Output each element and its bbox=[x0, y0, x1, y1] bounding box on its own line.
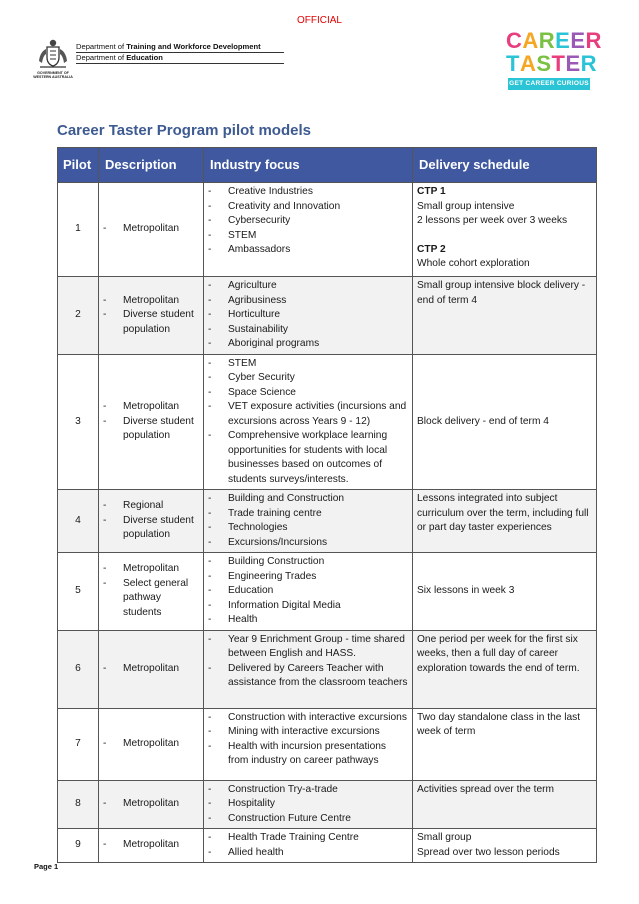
industry-focus-list bbox=[208, 633, 408, 691]
schedule-line: Six lessons in week 3 bbox=[417, 585, 515, 596]
industry-focus-list bbox=[208, 831, 408, 860]
delivery-schedule-cell bbox=[413, 354, 597, 490]
industry-focus-item: - Excursions/Incursions bbox=[208, 536, 408, 551]
industry-focus-cell bbox=[204, 829, 413, 863]
delivery-schedule-cell bbox=[413, 630, 597, 708]
description-cell bbox=[99, 354, 204, 490]
pilot-number: 2 bbox=[58, 277, 99, 355]
industry-focus-item: - Education bbox=[208, 584, 408, 599]
description-item: - Metropolitan bbox=[103, 662, 199, 677]
industry-focus-item: - Space Science bbox=[208, 386, 408, 401]
industry-focus-item: - Agribusiness bbox=[208, 294, 408, 309]
delivery-schedule-cell bbox=[413, 277, 597, 355]
schedule-line: Small group intensive bbox=[417, 200, 515, 212]
industry-focus-item: - Year 9 Enrichment Group - time shared between English and HASS. bbox=[208, 633, 408, 662]
description-item: - Metropolitan bbox=[103, 222, 199, 237]
classification-label: OFFICIAL bbox=[296, 15, 342, 26]
industry-focus-cell bbox=[204, 630, 413, 708]
industry-focus-item: - Agriculture bbox=[208, 279, 408, 294]
table-row bbox=[58, 490, 597, 553]
industry-focus-item: - Health with incursion presentations from industry on career pathways bbox=[208, 740, 408, 769]
schedule-line: One period per week for the first six weeks, then a full day of career exploration towards the end of term. bbox=[417, 633, 580, 674]
industry-focus-item: - Sustainability bbox=[208, 323, 408, 338]
industry-focus-item: - VET exposure activities (incursions and excursions across Years 9 - 12) bbox=[208, 400, 408, 429]
logo-letter: R bbox=[538, 28, 556, 53]
description-item: - Diverse student population bbox=[103, 514, 199, 543]
delivery-schedule-cell bbox=[413, 829, 597, 863]
department-header bbox=[30, 38, 270, 88]
delivery-schedule-cell bbox=[413, 780, 597, 829]
description-item: - Metropolitan bbox=[103, 838, 199, 853]
description-list bbox=[103, 737, 199, 752]
description-cell bbox=[99, 277, 204, 355]
dept-education-line: Department of Education bbox=[76, 53, 163, 62]
table-row bbox=[58, 630, 597, 708]
pilot-number: 4 bbox=[58, 490, 99, 553]
industry-focus-item: - Health bbox=[208, 613, 408, 628]
logo-letter: T bbox=[506, 51, 520, 76]
pilot-models-table bbox=[57, 147, 597, 863]
description-item: - Metropolitan bbox=[103, 737, 199, 752]
industry-focus-cell bbox=[204, 354, 413, 490]
industry-focus-item: - Engineering Trades bbox=[208, 570, 408, 585]
delivery-schedule-cell bbox=[413, 708, 597, 780]
header-pilot: Pilot bbox=[58, 148, 99, 183]
description-cell bbox=[99, 780, 204, 829]
industry-focus-list bbox=[208, 711, 408, 769]
page-title: Career Taster Program pilot models bbox=[57, 122, 311, 139]
logo-letter: T bbox=[551, 51, 566, 76]
schedule-heading: CTP 2 bbox=[417, 243, 446, 255]
schedule-line: Two day standalone class in the last week of term bbox=[417, 711, 581, 737]
dept-divider-bottom bbox=[76, 63, 284, 64]
industry-focus-item: - Aboriginal programs bbox=[208, 337, 408, 352]
industry-focus-cell bbox=[204, 277, 413, 355]
schedule-line: Small group bbox=[417, 832, 472, 843]
industry-focus-list bbox=[208, 357, 408, 488]
table-header-row bbox=[58, 148, 597, 183]
industry-focus-item: - Building Construction bbox=[208, 555, 408, 570]
delivery-schedule-cell bbox=[413, 183, 597, 277]
schedule-heading: CTP 1 bbox=[417, 186, 446, 197]
description-cell bbox=[99, 829, 204, 863]
logo-line-1 bbox=[506, 30, 602, 52]
industry-focus-item: - Creative Industries bbox=[208, 185, 408, 200]
description-list bbox=[103, 562, 199, 620]
logo-letter: R bbox=[585, 28, 602, 53]
description-item: - Metropolitan bbox=[103, 562, 199, 577]
schedule-line: Block delivery - end of term 4 bbox=[417, 415, 549, 427]
logo-letter: R bbox=[580, 51, 598, 76]
pilot-number: 1 bbox=[58, 183, 99, 277]
header-description: Description bbox=[99, 148, 204, 183]
table-row bbox=[58, 277, 597, 355]
description-item: - Regional bbox=[103, 499, 199, 514]
description-list bbox=[103, 400, 199, 444]
industry-focus-item: - Building and Construction bbox=[208, 492, 408, 507]
industry-focus-item: - Technologies bbox=[208, 521, 408, 536]
schedule-line: Activities spread over the term bbox=[417, 783, 555, 795]
schedule-line: Small group intensive block delivery - end of term 4 bbox=[417, 280, 586, 306]
industry-focus-item: - Delivered by Careers Teacher with assistance from the classroom teachers bbox=[208, 662, 408, 691]
career-taster-logo bbox=[506, 28, 602, 92]
industry-focus-cell bbox=[204, 490, 413, 553]
logo-letter: S bbox=[536, 51, 552, 76]
delivery-schedule-cell bbox=[413, 490, 597, 553]
industry-focus-item: - Horticulture bbox=[208, 308, 408, 323]
schedule-line: 2 lessons per week over 3 weeks bbox=[417, 215, 568, 226]
description-item: - Select general pathway students bbox=[103, 577, 199, 621]
description-item: - Metropolitan bbox=[103, 797, 199, 812]
description-list bbox=[103, 838, 199, 853]
industry-focus-item: - Comprehensive workplace learning opportunities for students with local businesses based on outcomes of students surveys/interests. bbox=[208, 429, 408, 487]
coat-of-arms-icon bbox=[34, 38, 72, 72]
description-item: - Diverse student population bbox=[103, 415, 199, 444]
table-row bbox=[58, 354, 597, 490]
delivery-schedule-cell bbox=[413, 553, 597, 631]
industry-focus-list bbox=[208, 279, 408, 352]
description-item: - Diverse student population bbox=[103, 308, 199, 337]
description-list bbox=[103, 662, 199, 677]
industry-focus-cell bbox=[204, 708, 413, 780]
industry-focus-item: - Construction Try-a-trade bbox=[208, 783, 408, 798]
schedule-spacer bbox=[417, 229, 592, 243]
industry-focus-item: - Ambassadors bbox=[208, 243, 408, 258]
industry-focus-item: - STEM bbox=[208, 357, 408, 372]
description-item: - Metropolitan bbox=[103, 294, 199, 309]
description-list bbox=[103, 294, 199, 338]
industry-focus-item: - Information Digital Media bbox=[208, 599, 408, 614]
dept-training-line: Department of Training and Workforce Development bbox=[76, 42, 261, 51]
industry-focus-list bbox=[208, 783, 408, 827]
industry-focus-cell bbox=[204, 780, 413, 829]
industry-focus-item: - Creativity and Innovation bbox=[208, 200, 408, 215]
description-cell bbox=[99, 630, 204, 708]
industry-focus-item: - Cybersecurity bbox=[208, 214, 408, 229]
industry-focus-list bbox=[208, 555, 408, 628]
description-item: - Metropolitan bbox=[103, 400, 199, 415]
table-row bbox=[58, 553, 597, 631]
pilot-number: 7 bbox=[58, 708, 99, 780]
schedule-line: Whole cohort exploration bbox=[417, 258, 530, 269]
description-cell bbox=[99, 553, 204, 631]
logo-letter: C bbox=[506, 28, 523, 53]
industry-focus-item: - Allied health bbox=[208, 846, 408, 861]
pilot-number: 5 bbox=[58, 553, 99, 631]
table-row bbox=[58, 829, 597, 863]
industry-focus-item: - STEM bbox=[208, 229, 408, 244]
table-row bbox=[58, 183, 597, 277]
schedule-line: Spread over two lesson periods bbox=[417, 846, 560, 858]
logo-letter: A bbox=[519, 51, 537, 76]
pilot-number: 6 bbox=[58, 630, 99, 708]
industry-focus-item: - Construction Future Centre bbox=[208, 812, 408, 827]
industry-focus-item: - Hospitality bbox=[208, 797, 408, 812]
description-list bbox=[103, 797, 199, 812]
description-cell bbox=[99, 708, 204, 780]
logo-letter: E bbox=[570, 28, 586, 53]
logo-letter: E bbox=[565, 51, 581, 76]
pilot-number: 9 bbox=[58, 829, 99, 863]
logo-tagline: GET CAREER CURIOUS bbox=[508, 78, 590, 90]
industry-focus-list bbox=[208, 492, 408, 550]
header-delivery-schedule: Delivery schedule bbox=[413, 148, 597, 183]
description-list bbox=[103, 222, 199, 237]
pilot-number: 3 bbox=[58, 354, 99, 490]
industry-focus-item: - Cyber Security bbox=[208, 371, 408, 386]
header-industry-focus: Industry focus bbox=[204, 148, 413, 183]
description-cell bbox=[99, 183, 204, 277]
logo-line-2 bbox=[506, 53, 597, 75]
logo-letter: E bbox=[555, 28, 571, 53]
description-cell bbox=[99, 490, 204, 553]
page-number: Page 1 bbox=[34, 862, 59, 871]
table-row bbox=[58, 708, 597, 780]
industry-focus-cell bbox=[204, 553, 413, 631]
industry-focus-cell bbox=[204, 183, 413, 277]
description-list bbox=[103, 499, 199, 543]
pilot-number: 8 bbox=[58, 780, 99, 829]
schedule-line: Lessons integrated into subject curriculum over the term, including full or part day taster experiences bbox=[417, 493, 589, 533]
industry-focus-item: - Health Trade Training Centre bbox=[208, 831, 408, 846]
government-caption: GOVERNMENT OF WESTERN AUSTRALIA bbox=[33, 71, 73, 80]
industry-focus-item: - Mining with interactive excursions bbox=[208, 725, 408, 740]
table-row bbox=[58, 780, 597, 829]
industry-focus-item: - Construction with interactive excursions bbox=[208, 711, 408, 726]
industry-focus-list bbox=[208, 185, 408, 258]
industry-focus-item: - Trade training centre bbox=[208, 507, 408, 522]
department-names bbox=[76, 42, 284, 64]
logo-letter: A bbox=[522, 28, 539, 53]
